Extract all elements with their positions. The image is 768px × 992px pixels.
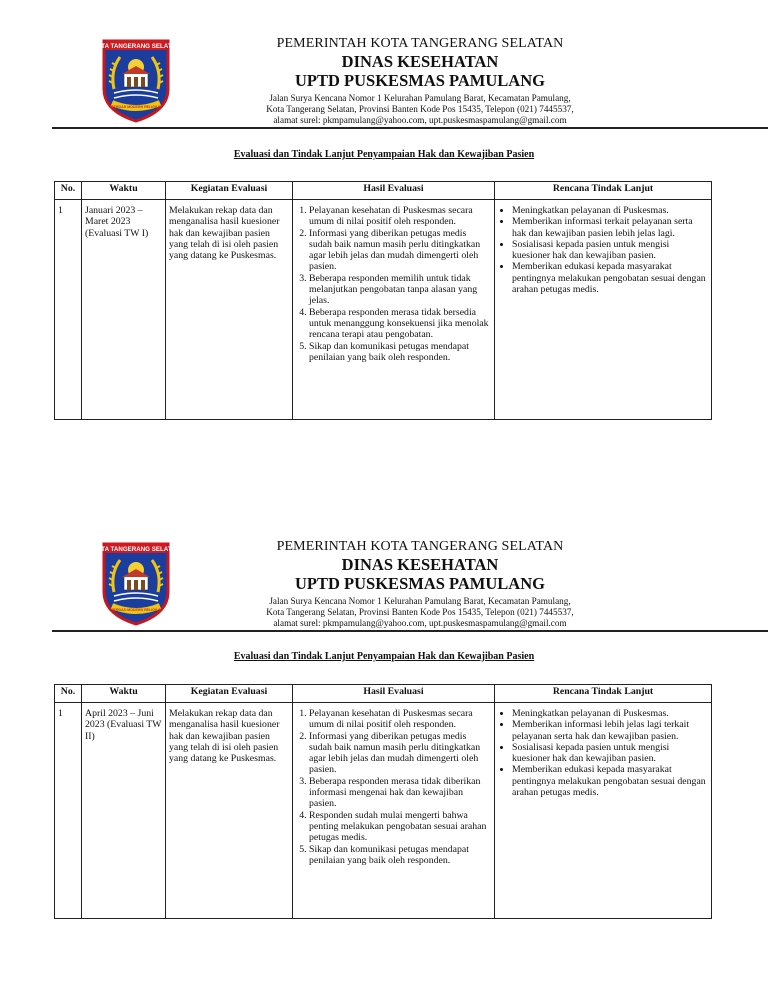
email-line: alamat surel: pkmpamulang@yahoo.com, upt.puskesmaspamulang@gmail.com [273, 115, 567, 126]
hasil-item: 3. Beberapa responden memilih untuk tidak melanjutkan pengobatan tanpa alasan yang jelas. [309, 273, 491, 307]
government-name: PEMERINTAH KOTA TANGERANG SELATAN [276, 539, 564, 554]
address-block [190, 596, 650, 630]
rencana-item: • Memberikan edukasi kepada masyarakat pentingnya melakukan pengobatan sesuai dengan arahan petugas medis. [512, 764, 708, 798]
svg-text:CERDAS MODERN RELIGIUS: CERDAS MODERN RELIGIUS [110, 105, 162, 109]
hasil-item: 2. Informasi yang diberikan petugas medis sudah baik namun masih perlu ditingkatkan agar lebih jelas dan mudah dimengerti oleh pasien. [309, 731, 491, 776]
column-header-waktu: Waktu [82, 685, 166, 703]
department-name: DINAS KESEHATAN [341, 52, 499, 71]
cell-hasil [293, 703, 495, 919]
rencana-list [498, 205, 708, 295]
table-header-row [55, 182, 712, 200]
hasil-item: 1. Pelayanan kesehatan di Puskesmas secara umum di nilai positif oleh responden. [309, 708, 491, 731]
svg-text:KOTA TANGERANG SELATAN: KOTA TANGERANG SELATAN [92, 43, 180, 50]
document-title: Evaluasi dan Tindak Lanjut Penyampaian Hak dan Kewajiban Pasien [233, 149, 535, 160]
rencana-item: • Sosialisasi kepada pasien untuk mengisi kuesioner hak dan kewajiban pasien. [512, 239, 708, 262]
letterhead-divider [52, 630, 768, 632]
hasil-list [296, 708, 491, 866]
cell-waktu: April 2023 – Juni 2023 (Evaluasi TW II) [82, 703, 166, 919]
document-title: Evaluasi dan Tindak Lanjut Penyampaian Hak dan Kewajiban Pasien [233, 651, 535, 662]
rencana-item: • Memberikan informasi lebih jelas lagi terkait pelayanan serta hak dan kewajiban pasien. [512, 719, 708, 742]
table-row [55, 703, 712, 919]
rencana-item: • Meningkatkan pelayanan di Puskesmas. [512, 708, 708, 719]
cell-rencana [495, 703, 712, 919]
evaluation-table [54, 181, 712, 420]
cell-kegiatan: Melakukan rekap data dan menganalisa hasil kuesioner hak dan kewajiban pasien yang telah di isi oleh pasien yang datang ke Puskesmas. [166, 703, 293, 919]
address-line-1: Jalan Surya Kencana Nomor 1 Kelurahan Pamulang Barat, Kecamatan Pamulang, [269, 596, 571, 606]
column-header-kegiatan: Kegiatan Evaluasi [166, 182, 293, 200]
hasil-item: 3. Beberapa responden merasa tidak diberikan informasi mengenai hak dan kewajiban pasien. [309, 776, 491, 810]
address-line-2: Kota Tangerang Selatan, Provinsi Banten Kode Pos 15435, Telepon (021) 7445537, [266, 104, 574, 115]
health-center-name: UPTD PUSKESMAS PAMULANG [295, 71, 545, 90]
address-block [190, 93, 650, 127]
rencana-item: • Memberikan edukasi kepada masyarakat pentingnya melakukan pengobatan sesuai dengan arahan petugas medis. [512, 261, 708, 295]
cell-kegiatan: Melakukan rekap data dan menganalisa hasil kuesioner hak dan kewajiban pasien yang telah di isi oleh pasien yang datang ke Puskesmas. [166, 200, 293, 420]
letterhead-divider [52, 127, 768, 129]
rencana-item: • Meningkatkan pelayanan di Puskesmas. [512, 205, 708, 216]
evaluation-table [54, 684, 712, 919]
table-header-row [55, 685, 712, 703]
letterhead [190, 538, 650, 628]
health-center-name: UPTD PUSKESMAS PAMULANG [295, 574, 545, 593]
city-emblem-logo [92, 37, 180, 123]
cell-hasil [293, 200, 495, 420]
government-name: PEMERINTAH KOTA TANGERANG SELATAN [276, 36, 564, 51]
cell-no: 1 [55, 200, 82, 420]
rencana-item: • Sosialisasi kepada pasien untuk mengisi kuesioner hak dan kewajiban pasien. [512, 742, 708, 765]
hasil-list [296, 205, 491, 363]
column-header-no: No. [55, 685, 82, 703]
rencana-list [498, 708, 708, 798]
cell-waktu: Januari 2023 – Maret 2023 (Evaluasi TW I) [82, 200, 166, 420]
column-header-kegiatan: Kegiatan Evaluasi [166, 685, 293, 703]
hasil-item: 4. Beberapa responden merasa tidak bersedia untuk menanggung konsekuensi jika menolak rencana terapi atau pengobatan. [309, 307, 491, 341]
column-header-rencana: Rencana Tindak Lanjut [495, 182, 712, 200]
department-name: DINAS KESEHATAN [341, 555, 499, 574]
cell-rencana [495, 200, 712, 420]
hasil-item: 1. Pelayanan kesehatan di Puskesmas secara umum di nilai positif oleh responden. [309, 205, 491, 228]
column-header-rencana: Rencana Tindak Lanjut [495, 685, 712, 703]
hasil-item: 4. Responden sudah mulai mengerti bahwa penting melakukan pengobatan sesuai arahan petugas medis. [309, 810, 491, 844]
emblem-shield-icon [92, 540, 180, 626]
email-line: alamat surel: pkmpamulang@yahoo.com, upt.puskesmaspamulang@gmail.com [273, 618, 567, 629]
emblem-shield-icon [92, 37, 180, 123]
column-header-no: No. [55, 182, 82, 200]
address-line-1: Jalan Surya Kencana Nomor 1 Kelurahan Pamulang Barat, Kecamatan Pamulang, [269, 93, 571, 103]
table-row [55, 200, 712, 420]
hasil-item: 5. Sikap dan komunikasi petugas mendapat penilaian yang baik oleh responden. [309, 844, 491, 867]
city-emblem-logo [92, 540, 180, 626]
hasil-item: 2. Informasi yang diberikan petugas medis sudah baik namun masih perlu ditingkatkan agar lebih jelas dan mudah dimengerti oleh pasien. [309, 228, 491, 273]
column-header-waktu: Waktu [82, 182, 166, 200]
cell-no: 1 [55, 703, 82, 919]
column-header-hasil: Hasil Evaluasi [293, 182, 495, 200]
rencana-item: • Memberikan informasi terkait pelayanan serta hak dan kewajiban pasien lebih jelas lagi. [512, 216, 708, 239]
address-line-2: Kota Tangerang Selatan, Provinsi Banten Kode Pos 15435, Telepon (021) 7445537, [266, 607, 574, 618]
hasil-item: 5. Sikap dan komunikasi petugas mendapat penilaian yang baik oleh responden. [309, 341, 491, 364]
column-header-hasil: Hasil Evaluasi [293, 685, 495, 703]
svg-text:KOTA TANGERANG SELATAN: KOTA TANGERANG SELATAN [92, 546, 180, 553]
svg-text:CERDAS MODERN RELIGIUS: CERDAS MODERN RELIGIUS [110, 608, 162, 612]
letterhead [190, 35, 650, 125]
